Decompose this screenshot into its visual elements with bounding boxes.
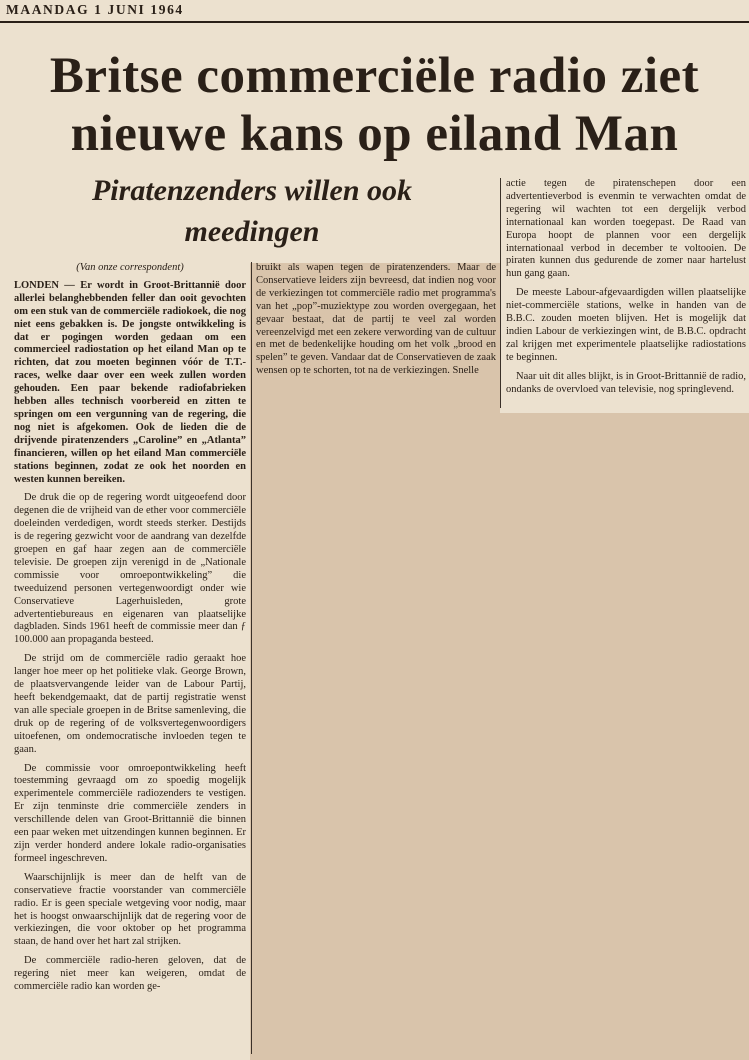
body-paragraph: De druk die op de regering wordt uitgeoefend door degenen die de vrijheid van de ether voor commerciële doeleinden verdedigen, wordt steeds sterker. Destijds is de regering gezwicht voor de aandrang van dezelfde groepen en gaf haar zegen aan de commerciële televisie. De groepen zijn verenigd in de „Nationale commissie voor omroepontwikkeling” die tweeduizend personen vertegenwoordigt onder wie Conservatieve Lagerhuisleden, grote advertentiebureaus en eigenaren van plaatselijke dagbladen. Sinds 1961 heeft de commissie meer dan ƒ 100.000 aan propaganda besteed.	[14, 492, 246, 646]
lead-paragraph	[14, 280, 246, 487]
headline-line-1: Britse commerciële radio ziet	[49, 48, 700, 104]
body-paragraph: bruikt als wapen tegen de piratenzenders. Maar de Conservatieve leiders zijn bevreesd, dat indien nog voor de verkiezingen tot commerciële radio met programma's van het „pop”-muziektype zou worden overgegaan, het gevaar bestaat, dat de partij te veel zal worden vereenzelvigd met een zekere verwording van de cultuur en met de bedenkelijke houding om het volk „brood en spelen” te geven. Vandaar dat de Conservatieven de zaak wensen op te schorten, tot na de verkiezingen. Snelle	[256, 262, 496, 377]
lead-place: LONDEN —	[14, 279, 75, 291]
body-paragraph: De commissie voor omroepontwikkeling heeft toestemming gevraagd om zo spoedig mogelijk experimentele commerciële radiozenders te vestigen. Er zijn tenminste drie commerciële zenders in verschillende delen van Groot-Brittannië die binnen een paar weken met uitzendingen kunnen beginnen. Er zijn verder honderd andere lokale radio-organisaties formeel ingeschreven.	[14, 762, 246, 864]
body-paragraph: De commerciële radio-heren geloven, dat de regering niet meer kan weigeren, omdat de commerciële radio kan worden ge-	[14, 955, 246, 993]
column-divider-2	[500, 178, 501, 408]
header-rule	[0, 21, 749, 23]
subheadline-line-1: Piratenzenders willen ook	[91, 174, 413, 207]
body-paragraph: Waarschijnlijk is meer dan de helft van de conservatieve fractie voorstander van commerciële radio. Er is geen speciale wetgeving voor nodig, maar het is hoogst onwaarschijnlijk dat de regering voor de verkiezingen, die voor oktober op het programma staan, de hand over het hart zal strijken.	[14, 871, 246, 948]
column-divider-1	[251, 262, 252, 1054]
subheadline-line-2: meedingen	[184, 215, 320, 248]
body-paragraph: Naar uit dit alles blijkt, is in Groot-Brittannië de radio, ondanks de overvloed van televisie, nog springlevend.	[506, 370, 746, 395]
body-paragraph: De strijd om de commerciële radio geraakt hoe langer hoe meer op het politieke vlak. George Brown, de plaatsvervangende leider van de Labour Partij, heeft bekendgemaakt, dat de partij registratie wenst van alle speciale groepen in de Britse samenleving, die druk op de regering of de volksvertegenwoordigers uitoefenen, om ondemocratische invloeden tegen te gaan.	[14, 653, 246, 755]
headline	[0, 47, 749, 163]
article-column-3	[506, 178, 746, 403]
article-column-1	[14, 262, 246, 1000]
lead-text: Er wordt in Groot-Brittannië door allerlei belanghebbenden feller dan ooit gevochten om een stuk van de commerciële radiokoek, die nog niet eens gebakken is. De jongste ontwikkeling is dat er pogingen worden gedaan om een commercieel radiostation op het eiland Man op te richten, dat zou moeten beginnen vóór de T.T.-races, welke daar over een week zullen worden gehouden. Een paar bekende radiofabrieken hebben alles technisch voorbereid en zitten te springen om een vergunning van de regering, die nog niet is afgekomen. Ook de lieden die de drijvende piratenzenders „Caroline” en „Atlanta” financieren, willen op het eiland Man commerciële stations beginnen, zodat ze ook het noorden en westen kunnen bereiken.	[14, 279, 246, 485]
body-paragraph: actie tegen de piratenschepen door een advertentieverbod is evenmin te verwachten omdat de regering wil wachten tot een dergelijk verbod internationaal kan worden toegepast. De Raad van Europa hoopt de plannen voor een dergelijk internationaal verbod in december te voltooien. De piraten kunnen dus gedurende de zomer naar hartelust hun gang gaan.	[506, 178, 746, 280]
headline-line-2: nieuwe kans op eiland Man	[70, 106, 679, 162]
article-column-2	[256, 262, 496, 384]
subheadline	[32, 170, 472, 252]
page-date: MAANDAG 1 JUNI 1964	[6, 2, 184, 17]
byline: (Van onze correspondent)	[76, 262, 184, 273]
body-paragraph: De meeste Labour-afgevaardigden willen plaatselijke niet-commerciële stations, welke in handen van de B.B.C. zouden moeten blijven. Het is mogelijk dat indien Labour de verkiezingen wint, de B.B.C. opdracht zal krijgen met experimentele plaatselijke radiostations te beginnen.	[506, 287, 746, 363]
